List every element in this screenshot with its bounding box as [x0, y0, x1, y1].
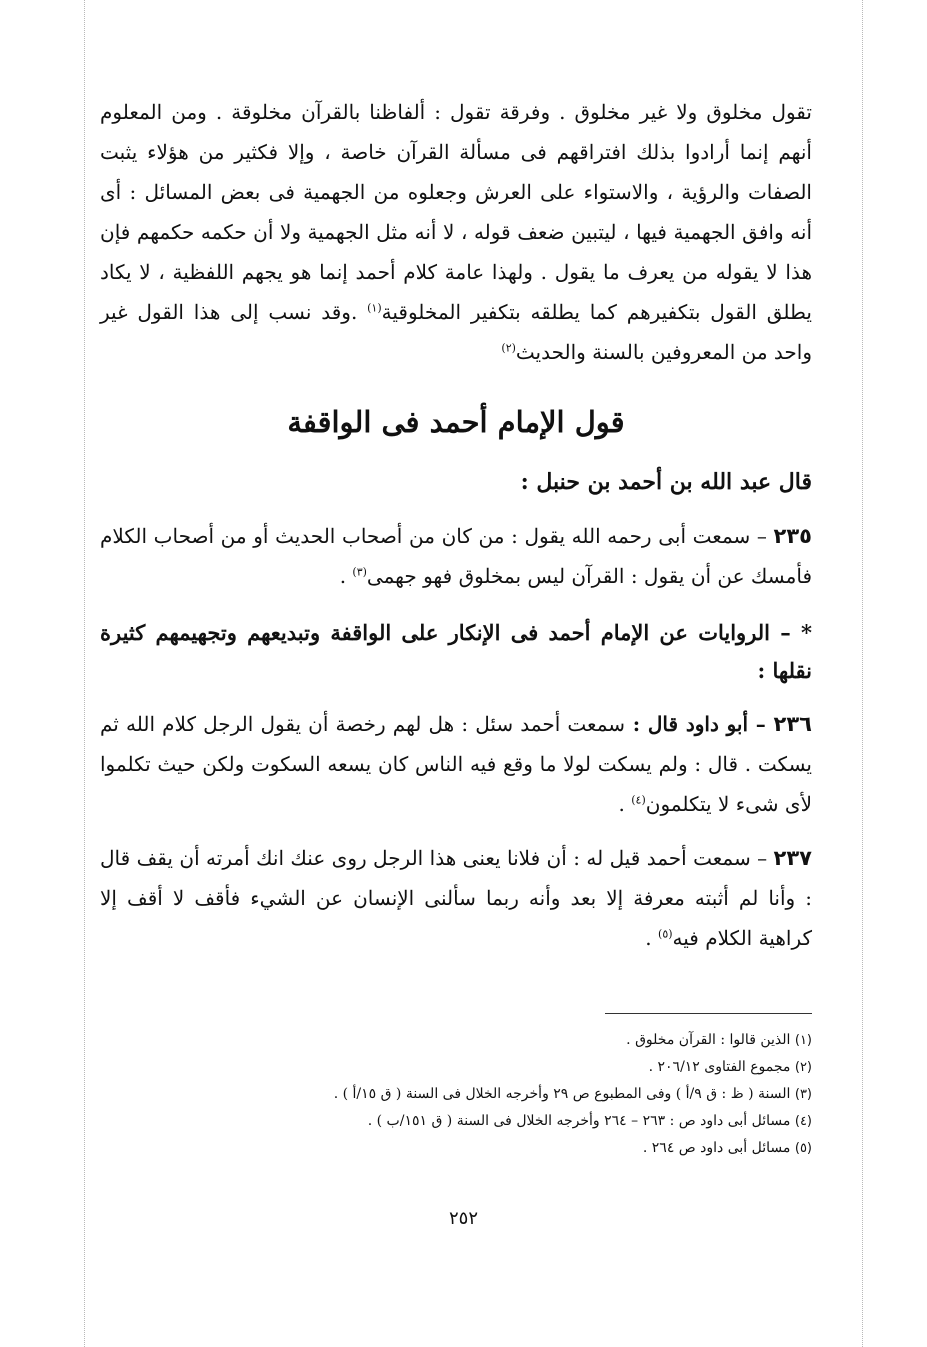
narration-text: – سمعت أبى رحمه الله يقول : من كان من أصحاب الحديث أو من أصحاب الكلام فأمسك عن أن يقول : القرآن ليس بمخلوق فهو جهمى: [100, 524, 812, 588]
footnote-mark: (٣): [794, 1087, 812, 1102]
footnote-text: مسائل أبى داود ص : ٢٦٣ – ٢٦٤ وأخرجه الخلال فى السنة ( ق ١٥١/ب ) .: [367, 1113, 791, 1129]
footnote-item: [100, 1108, 812, 1135]
footnote-item: [100, 1027, 812, 1054]
page-body: [100, 92, 812, 958]
footnote-ref-3: (٣): [352, 565, 367, 579]
left-scan-edge: [84, 0, 85, 1347]
narration-text: سمعت أحمد سئل : هل لهم رخصة أن يقول الرجل كلام الله ثم يسكت . قال : ولم يسكت لولا ما وقع فيه الناس كان يسعه السكوت ولكن حيث تكلموا لأى شىء لا يتكلمون: [100, 712, 812, 816]
right-scan-edge: [862, 0, 863, 1347]
footnotes: [100, 1027, 812, 1162]
page-number: ٢٥٢: [448, 1208, 478, 1229]
narration-end: .: [645, 926, 659, 950]
footnote-mark: (١): [794, 1033, 812, 1048]
footnote-mark: (٢): [794, 1060, 812, 1075]
section-heading: قول الإمام أحمد فى الواقفة: [287, 405, 625, 439]
narration-number: ٢٣٦: [773, 712, 812, 736]
footnote-ref-5: (٥): [658, 927, 673, 941]
footnote-text: مسائل أبى داود ص ٢٦٤ .: [642, 1140, 791, 1156]
narration-235: [100, 516, 812, 596]
footnote-mark: (٤): [794, 1114, 812, 1129]
intro-paragraph: [100, 92, 812, 372]
footnote-mark: (٥): [794, 1141, 812, 1156]
footnote-ref-2: (٢): [501, 341, 516, 355]
narration-237: [100, 838, 812, 958]
footnote-text: السنة ( ظ : ق ٩/أ ) وفى المطبوع ص ٢٩ وأخرجه الخلال فى السنة ( ق ١٥/أ ) .: [333, 1086, 791, 1102]
narration-number: ٢٣٥: [773, 524, 812, 548]
narration-236: [100, 704, 812, 824]
footnote-separator: [605, 1013, 812, 1014]
narration-end: .: [339, 564, 353, 588]
footnote-item: [100, 1054, 812, 1081]
narration-narrator: – أبو داود قال :: [625, 712, 774, 736]
intro-text-continued: .وقد نسب إلى هذا القول غير واحد من المعروفين بالسنة والحديث: [100, 300, 812, 364]
narration-number: ٢٣٧: [773, 846, 812, 870]
footnote-ref-1: (١): [367, 301, 382, 315]
note-heading: * – الروايات عن الإمام أحمد فى الإنكار على الواقفة وتبديعهم وتجهيمهم كثيرة نقلها :: [100, 620, 812, 683]
narrator-line: قال عبد الله بن أحمد بن حنبل :: [520, 469, 812, 495]
footnote-text: مجموع الفتاوى ٢٠٦/١٢ .: [648, 1059, 791, 1075]
intro-text: تقول مخلوق ولا غير مخلوق . وفرقة تقول : ألفاظنا بالقرآن مخلوقة . ومن المعلوم أنهم إنما أرادوا بذلك افتراقهم فى مسألة القرآن خاصة ، وإلا فكثير من هؤلاء يثبت الصفات والرؤية ، والاستواء على العرش وجعلوه من الجهمية فى بعض المسائل : أى أنه وافق الجهمية فيها ، ليتبين ضعف قوله ، لا أنه مثل الجهمية ولا أن حكمه حكمهم فإن هذا لا يقوله من يعرف ما يقول . ولهذا عامة كلام أحمد إنما هو يجهم اللفظية ، لا يكاد يطلق القول بتكفيرهم كما يطلقه بتكفير المخلوقية: [100, 100, 812, 324]
footnote-ref-4: (٤): [631, 793, 646, 807]
footnote-text: الذين قالوا : القرآن مخلوق .: [626, 1032, 791, 1048]
narration-end: .: [618, 792, 632, 816]
footnote-item: [100, 1081, 812, 1108]
narration-text: – سمعت أحمد قيل له : أن فلانا يعنى هذا الرجل روى عنك انك أمرته أن يقف قال : وأنا لم أثبته معرفة إلا بعد وأنه ربما سألنى الإنسان عن الشيء فأقف لا أقف إلا كراهية الكلام فيه: [100, 846, 812, 950]
footnote-item: [100, 1135, 812, 1162]
